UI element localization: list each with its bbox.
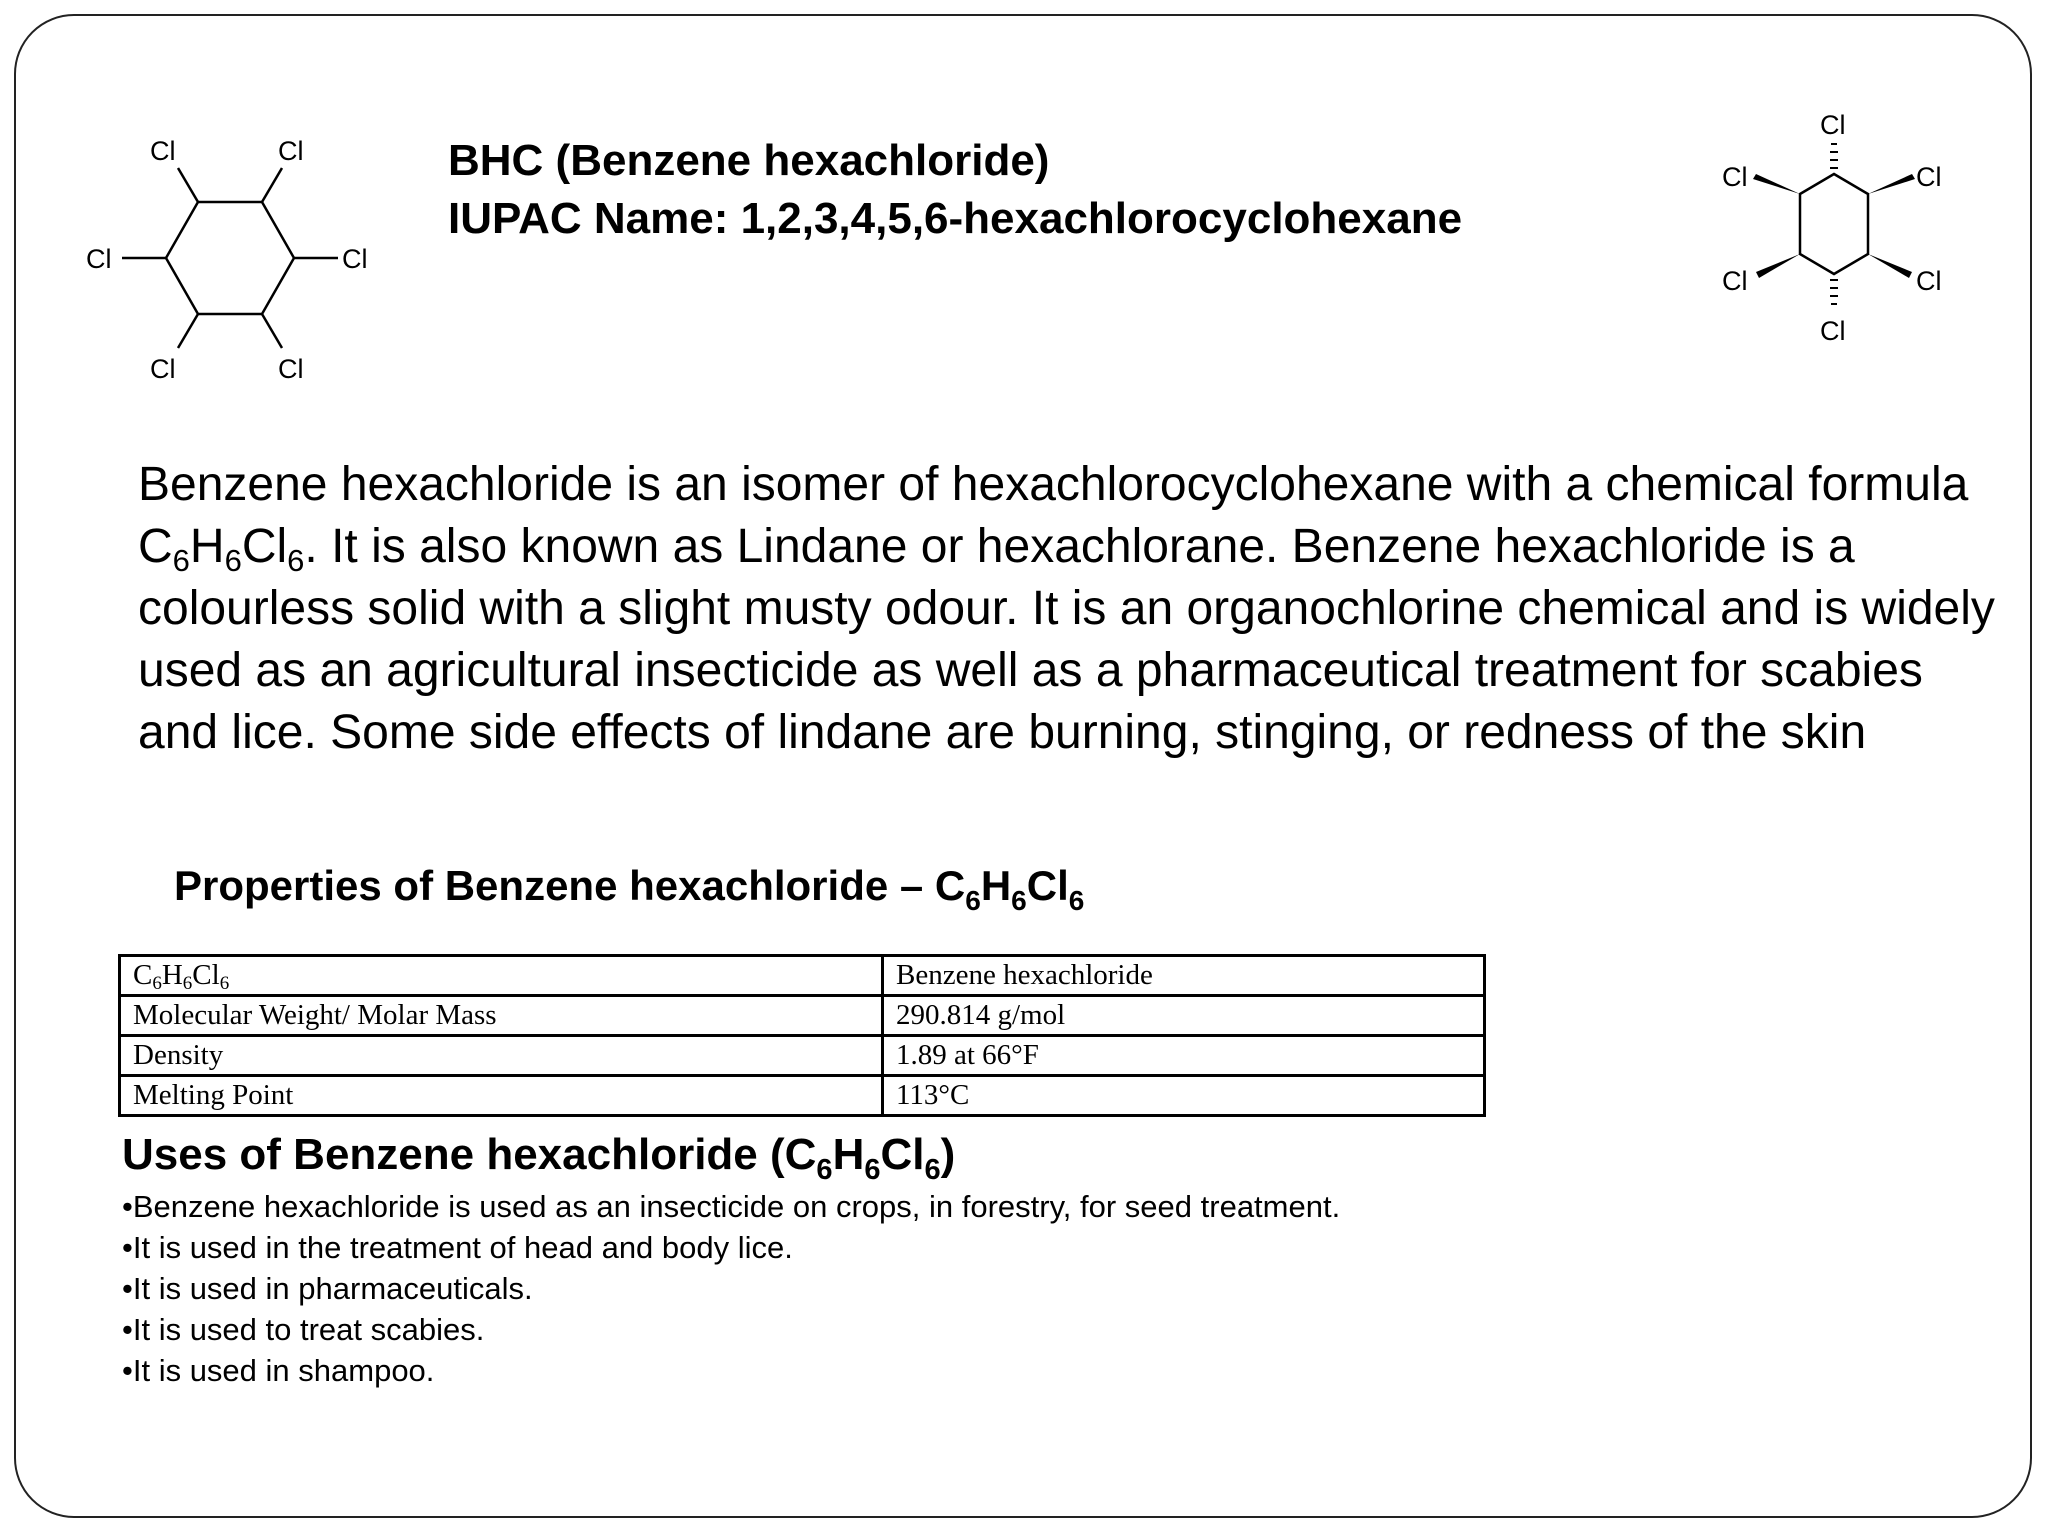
table-cell-value: 113°C <box>883 1076 1485 1116</box>
list-item: •It is used to treat scabies. <box>122 1312 485 1347</box>
table-cell-value: 1.89 at 66°F <box>883 1036 1485 1076</box>
formula-cl: Cl <box>880 1130 925 1179</box>
cl-label: Cl <box>1722 162 1748 192</box>
list-item: •It is used in shampoo. <box>122 1353 435 1388</box>
desc-part-4: . It is also known as Lindane or hexachlorane. Benzene hexachloride is a colourless solid with a slight musty odour. It is an organochlorine chemical and is widely used as an agricultural insecticide as well as a pharmaceutical treatment for scabies and lice. Some side effects of lindane are burning, stinging, or redness of the skin <box>138 520 1995 759</box>
title-line-1: BHC (Benzene hexachloride) <box>448 136 1050 185</box>
properties-heading-text: Properties of Benzene hexachloride – C <box>174 862 966 909</box>
formula-c: C <box>133 959 153 991</box>
subscript: 6 <box>1011 885 1027 916</box>
formula-cl: Cl <box>1026 862 1069 909</box>
properties-table <box>118 954 1486 1117</box>
cl-label: Cl <box>1722 266 1748 296</box>
table-row <box>120 956 1485 996</box>
table-cell-name: Benzene hexachloride <box>883 956 1485 996</box>
list-item: •It is used in pharmaceuticals. <box>122 1271 533 1306</box>
formula-h: H <box>832 1130 865 1179</box>
cl-label: Cl <box>1820 316 1846 346</box>
subscript: 6 <box>816 1154 833 1186</box>
cl-label: Cl <box>150 136 176 166</box>
cl-label: Cl <box>342 244 368 274</box>
table-cell-label: Density <box>120 1036 883 1076</box>
lindane-stereo-structure <box>1712 104 1992 374</box>
cl-label: Cl <box>1916 162 1942 192</box>
desc-part-2: H <box>189 520 225 573</box>
subscript: 6 <box>152 973 162 994</box>
table-cell-value: 290.814 g/mol <box>883 996 1485 1036</box>
cl-label: Cl <box>1916 266 1942 296</box>
uses-list <box>122 1186 1340 1391</box>
title-line-2: IUPAC Name: 1,2,3,4,5,6-hexachlorocyclohexane <box>448 194 1463 243</box>
hexachlorocyclohexane-structure-flat <box>66 116 406 416</box>
desc-part-3: Cl <box>241 520 288 573</box>
table-row <box>120 996 1485 1036</box>
subscript: 6 <box>1068 885 1085 916</box>
desc-sub-3: 6 <box>287 543 305 578</box>
properties-heading <box>174 862 1085 916</box>
uses-heading <box>122 1130 956 1186</box>
subscript: 6 <box>924 1154 941 1186</box>
desc-part-1: Benzene hexachloride is an isomer of hexachlorocyclohexane with a chemical formula C <box>138 458 1969 573</box>
list-item: •Benzene hexachloride is used as an insecticide on crops, in forestry, for seed treatment. <box>122 1189 1341 1224</box>
subscript: 6 <box>182 973 193 994</box>
table-row <box>120 1036 1485 1076</box>
subscript: 6 <box>965 885 981 916</box>
cl-label: Cl <box>278 354 304 384</box>
list-item: •It is used in the treatment of head and body lice. <box>122 1230 793 1265</box>
subscript: 6 <box>864 1154 881 1186</box>
formula-h: H <box>980 862 1012 909</box>
uses-heading-text: Uses of Benzene hexachloride (C <box>122 1130 817 1179</box>
table-cell-label: Melting Point <box>120 1076 883 1116</box>
table-cell-formula <box>120 956 883 996</box>
cl-label: Cl <box>86 244 112 274</box>
table-cell-label: Molecular Weight/ Molar Mass <box>120 996 883 1036</box>
desc-sub-1: 6 <box>172 543 190 578</box>
uses-heading-close: ) <box>940 1130 956 1179</box>
page-title <box>448 132 1462 248</box>
formula-cl: Cl <box>192 959 220 991</box>
slide-frame <box>14 14 2032 1518</box>
formula-h: H <box>161 959 183 991</box>
cl-label: Cl <box>150 354 176 384</box>
desc-sub-2: 6 <box>224 543 242 578</box>
subscript: 6 <box>219 973 230 994</box>
cl-label: Cl <box>278 136 304 166</box>
cl-label: Cl <box>1820 110 1846 140</box>
description-paragraph <box>138 454 1998 764</box>
table-row <box>120 1076 1485 1116</box>
